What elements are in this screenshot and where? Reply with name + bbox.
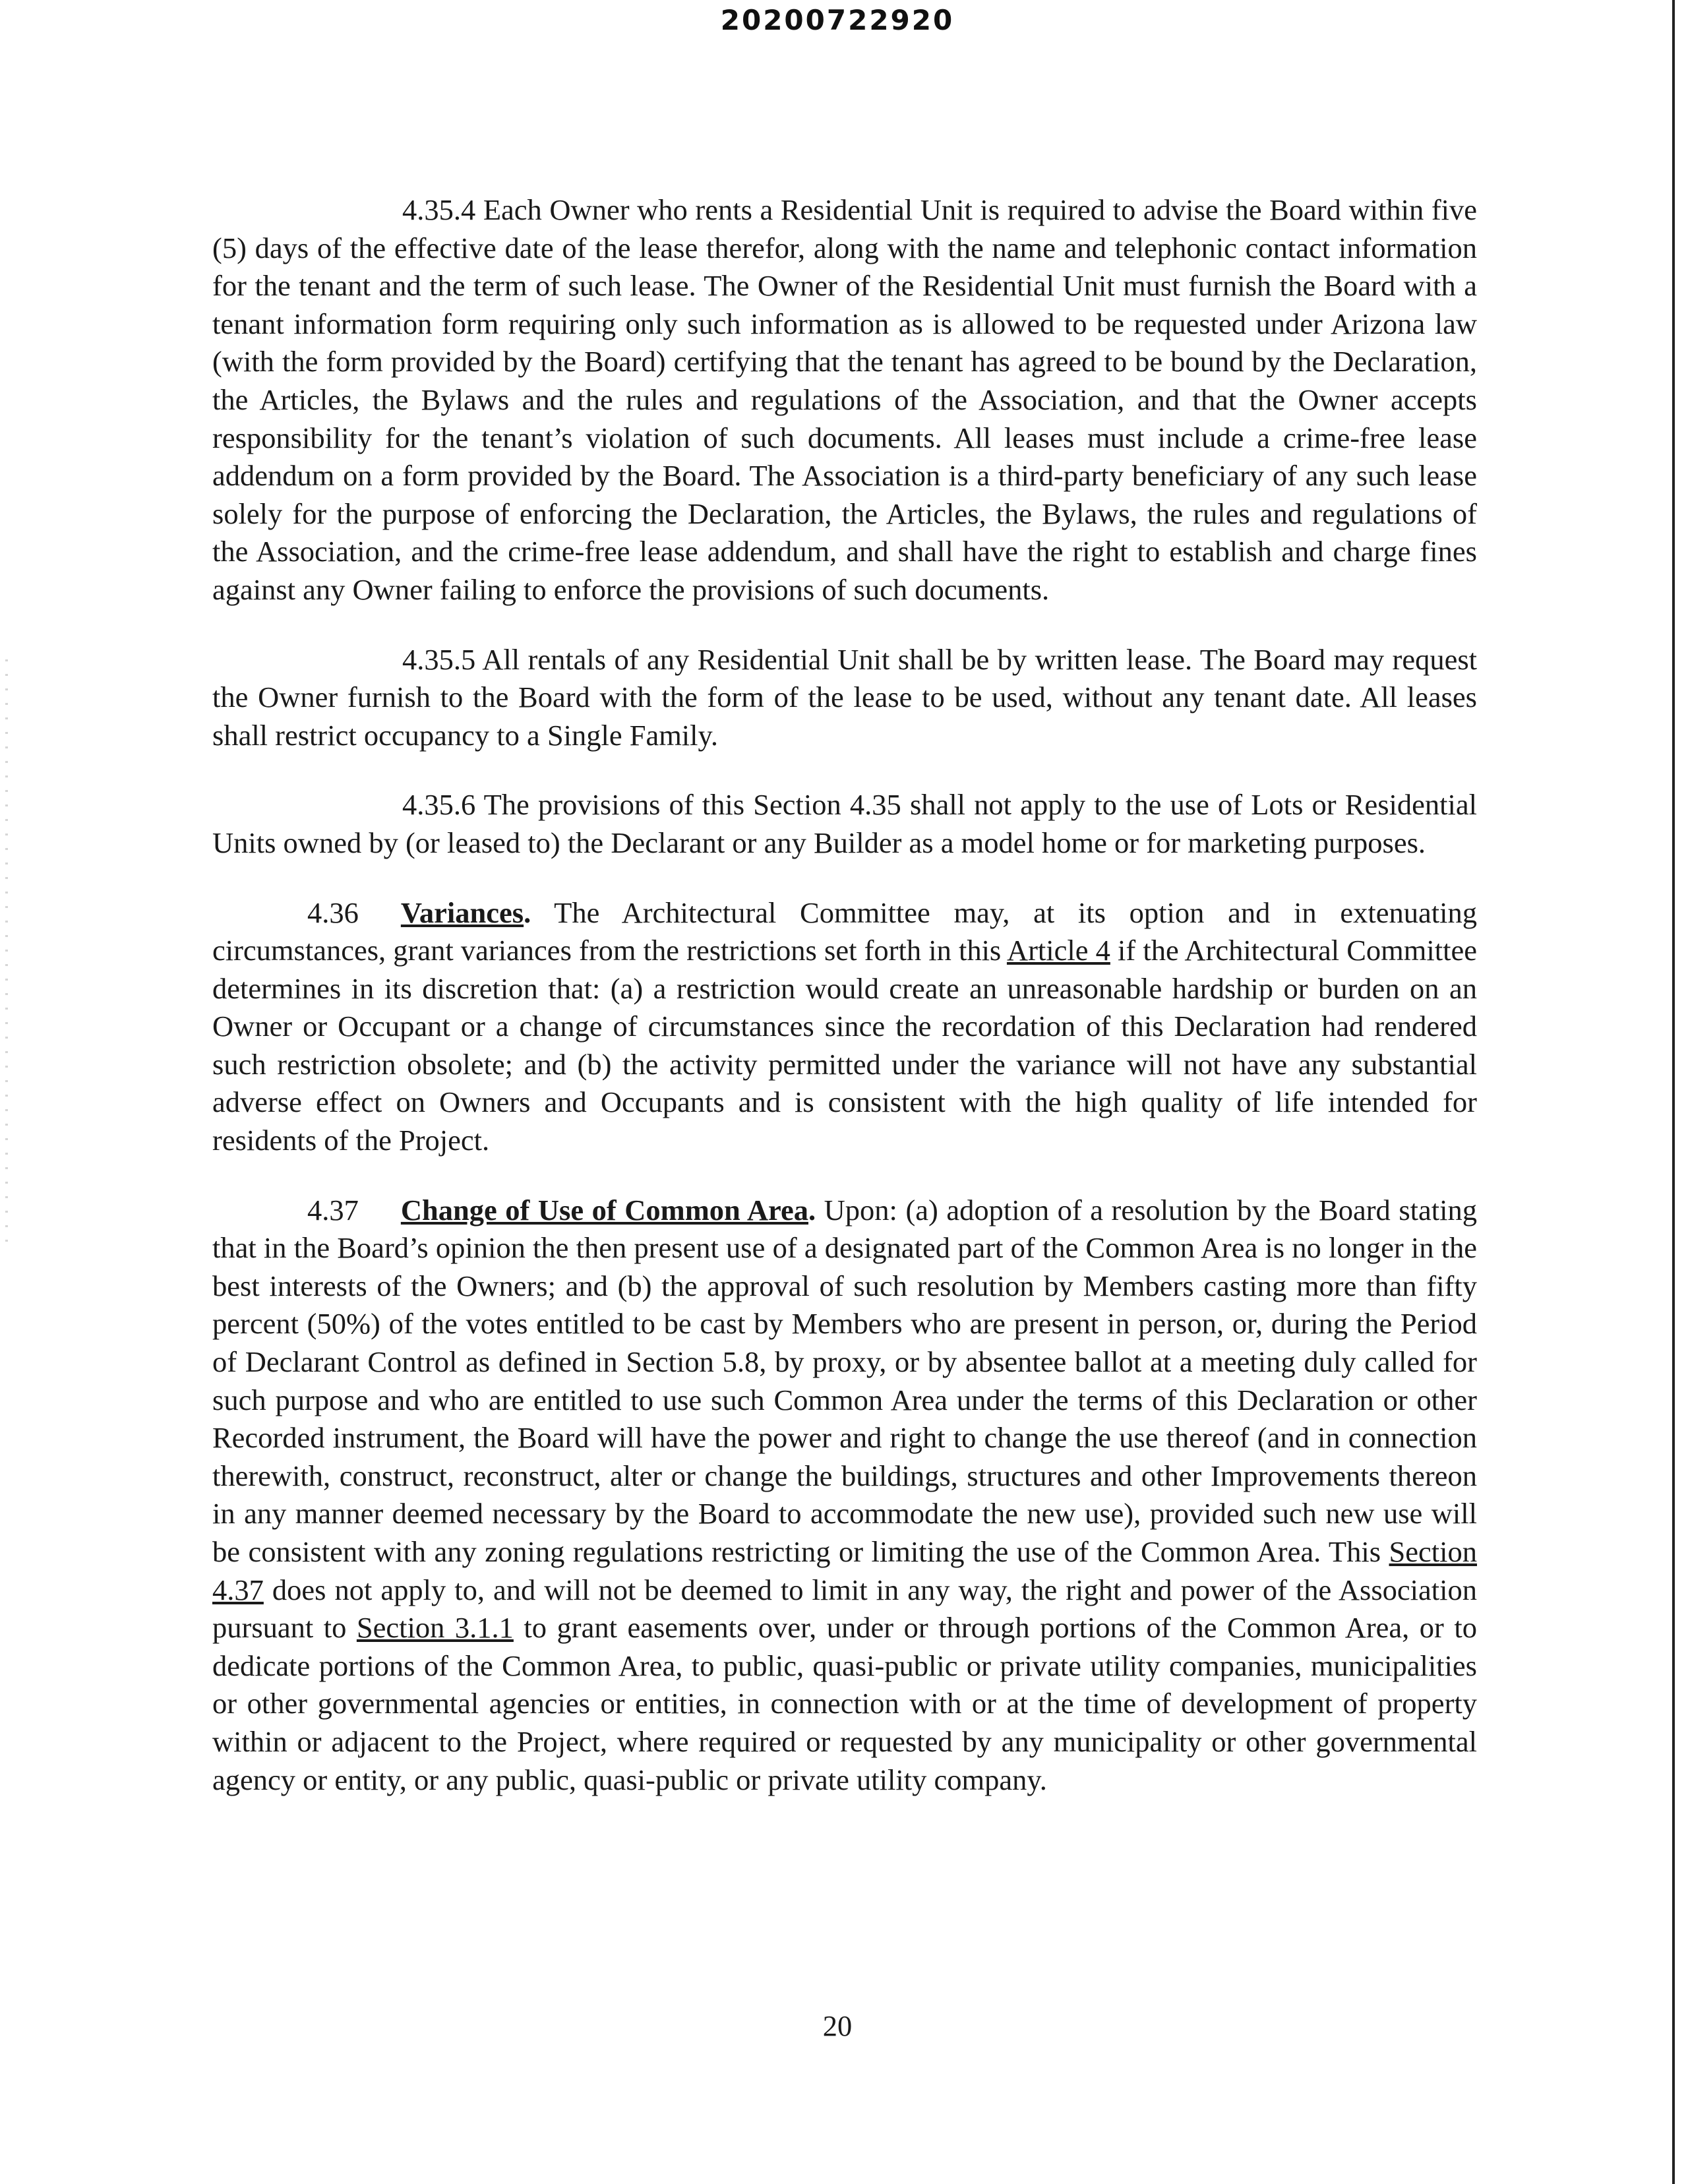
section-heading: Variances [400, 895, 524, 929]
paragraph-4-35-6 [212, 786, 1477, 862]
paragraph-text: The Architectural Committee may, at its option and in extenuating circumstances, grant variances from the restrictions set forth in this [212, 895, 1477, 967]
paragraph-text: All rentals of any Residential Unit shall be by written lease. The Board may request the Owner furnish to the Board with the form of the lease to be used, without any tenant date. All leases shall restrict occupancy to a Single Family. [212, 642, 1478, 752]
section-number: 4.35.6 [402, 788, 476, 822]
section-number: 4.36 [307, 895, 359, 929]
paragraph-4-37 [212, 1192, 1477, 1800]
cross-reference-article-4: Article 4 [1006, 934, 1110, 967]
heading-punct: . [808, 1193, 816, 1227]
section-number: 4.35.5 [402, 642, 476, 676]
page-number: 20 [822, 2009, 853, 2042]
paragraph-text: if the Architectural Committee determines in its discretion that: (a) a restriction would create an unreasonable hardship or burden on an Owner or Occupant or a change of circumstances since the recordation of this Declaration had rendered such restriction obsolete; and (b) the activity permitted under the variance will not have any substantial adverse effect on Owners and Occupants and is consistent with the high quality of life intended for residents of the Project. [212, 934, 1477, 1157]
paragraph-4-35-5 [212, 641, 1477, 755]
paragraph-4-36 [212, 894, 1477, 1160]
paragraph-text: to grant easements over, under or through portions of the Common Area, or to dedicate portions of the Common Area, to public, quasi-public or private utility companies, municipalities or other governmental agencies or entities, in connection with or at the time of development of property within or adjacent to the Project, where required or requested by any municipality or other governmental agency or entity, or any public, quasi-public or private utility company. [212, 1611, 1477, 1796]
cross-reference-section-3-1-1: Section 3.1.1 [356, 1611, 514, 1645]
paragraph-text: does not apply to, and will not be deemed to limit in any way, the right and power of the Association pursuant to [212, 1573, 1477, 1645]
paragraph-4-35-4 [212, 191, 1477, 609]
paragraph-text: Each Owner who rents a Residential Unit is required to advise the Board within five (5) days of the effective date of the lease therefor, along with the name and telephonic contact information for the tenant and the term of such lease. The Owner of the Residential Unit must furnish the Board with a tenant information form requiring only such information as is allowed to be requested under Arizona law (with the form provided by the Board) certifying that the tenant has agreed to be bound by the Declaration, the Articles, the Bylaws and the rules and regulations of the Association, and that the Owner accepts responsibility for the tenant’s violation of such documents. All leases must include a crime-free lease addendum on a form provided by the Board. The Association is a third-party beneficiary of any such lease solely for the purpose of enforcing the Declaration, the Articles, the Bylaws, the rules and regulations of the Association, and the crime-free lease addendum, and shall have the right to establish and charge fines against any Owner failing to enforce the provisions of such documents. [212, 193, 1478, 606]
heading-punct: . [524, 895, 531, 929]
section-number: 4.35.4 [402, 193, 476, 226]
section-heading: Change of Use of Common Area [400, 1193, 808, 1227]
scan-margin-marks [5, 659, 8, 1253]
section-number: 4.37 [307, 1193, 359, 1227]
paragraph-text: The provisions of this Section 4.35 shall not apply to the use of Lots or Residential Units owned by (or leased to) the Declarant or any Builder as a model home or for marketing purposes. [212, 788, 1477, 859]
cross-reference-section-4-37: Section 4.37 [212, 1535, 1477, 1606]
paragraph-text: Upon: (a) adoption of a resolution by the Board stating that in the Board’s opinion the then present use of a designated part of the Common Area is no longer in the best interests of the Owners; and (b) the approval of such resolution by Members casting more than fifty percent (50%) of the votes entitled to be cast by Members who are present in person, or, during the Period of Declarant Control as defined in Section 5.8, by proxy, or by absentee ballot at a meeting duly called for such purpose and who are entitled to use such Common Area under the terms of this Declaration or other Recorded instrument, the Board will have the power and right to change the use thereof (and in connection therewith, construct, reconstruct, alter or change the buildings, structures and other Improvements thereon in any manner deemed necessary by the Board to accommodate the new use), provided such new use will be consistent with any zoning regulations restricting or limiting the use of the Common Area. This [212, 1193, 1477, 1568]
recording-number: 20200722920 [720, 4, 955, 36]
document-body [212, 191, 1477, 1799]
page-edge-rule [1672, 0, 1675, 2184]
